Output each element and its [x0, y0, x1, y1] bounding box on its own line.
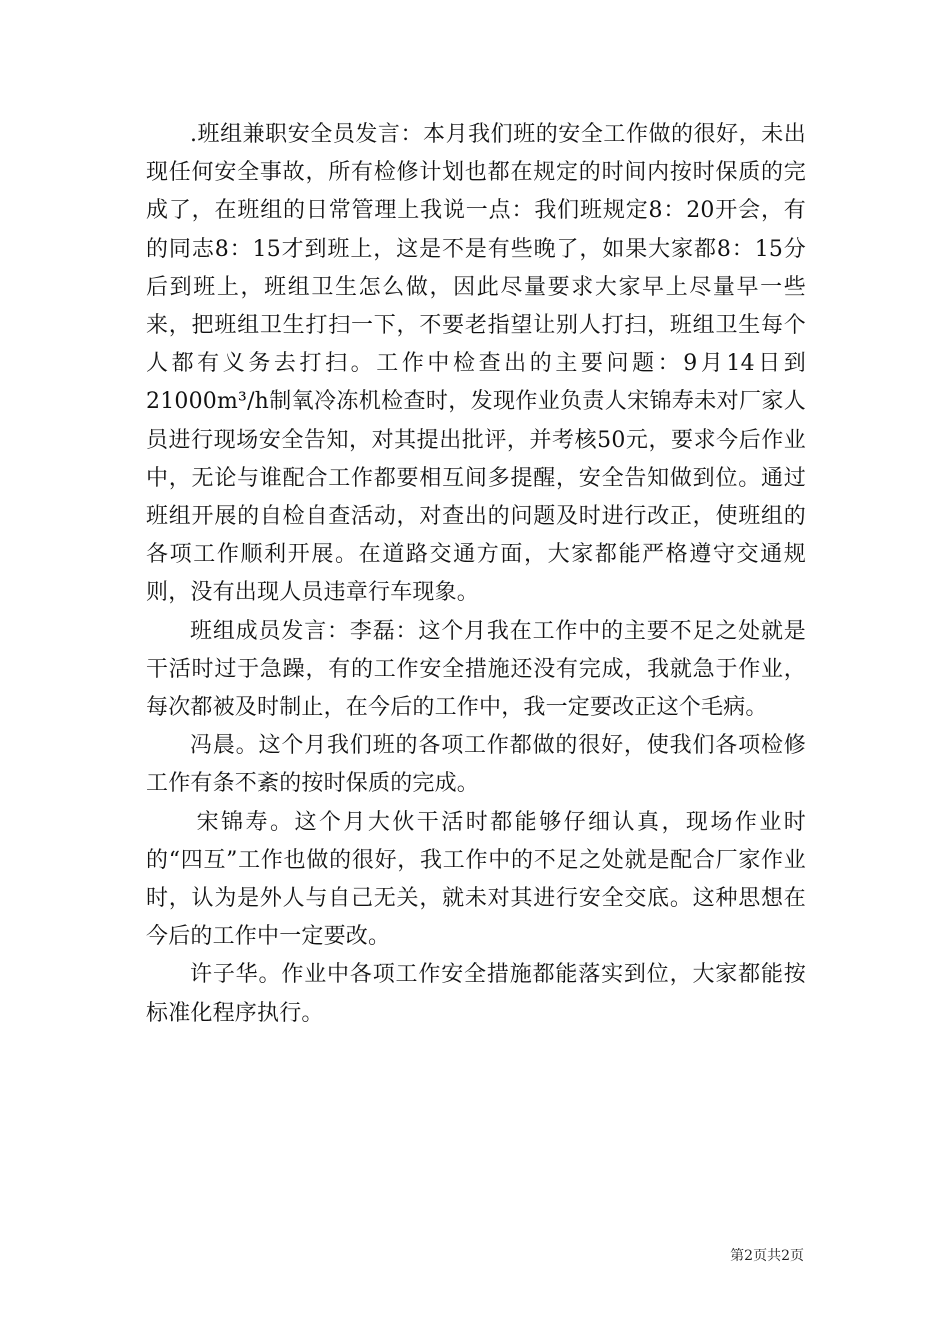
document-body: [146, 116, 806, 1033]
paragraph-member-speech-li-lei: 班组成员发言：李磊：这个月我在工作中的主要不足之处就是干活时过于急躁，有的工作安全措施还没有完成，我就急于作业，每次都被及时制止，在今后的工作中，我一定要改正这个毛病。: [146, 618, 806, 721]
paragraph-safety-officer-speech: .班组兼职安全员发言：本月我们班的安全工作做的很好，未出现任何安全事故，所有检修计划也都在规定的时间内按时保质的完成了，在班组的日常管理上我说一点：我们班规定8：20开会，有的同志8：15才到班上，这是不是有些晚了，如果大家都8：15分后到班上，班组卫生怎么做，因此尽量要求大家早上尽量早一些来，把班组卫生打扫一下，不要老指望让别人打扫，班组卫生每个人都有义务去打扫。工作中检查出的主要问题：9月14日到21000m³/h制氧冷冻机检查时，发现作业负责人宋锦寿未对厂家人员进行现场安全告知，对其提出批评，并考核50元，要求今后作业中，无论与谁配合工作都要相互间多提醒，安全告知做到位。通过班组开展的自检自查活动，对查出的问题及时进行改正，使班组的各项工作顺利开展。在道路交通方面，大家都能严格遵守交通规则，没有出现人员违章行车现象。: [146, 122, 806, 606]
page-number-footer: 第2页共2页: [730, 1248, 804, 1264]
paragraph-feng-chen: 冯晨。这个月我们班的各项工作都做的很好，使我们各项检修工作有条不紊的按时保质的完成。: [146, 733, 806, 797]
paragraph-xu-zihua: 许子华。作业中各项工作安全措施都能落实到位，大家都能按标准化程序执行。: [146, 962, 806, 1026]
paragraph-song-jinshou: 宋锦寿。这个月大伙干活时都能够仔细认真，现场作业时的“四互”工作也做的很好，我工作中的不足之处就是配合厂家作业时，认为是外人与自己无关，就未对其进行安全交底。这种思想在今后的工作中一定要改。: [146, 809, 806, 950]
